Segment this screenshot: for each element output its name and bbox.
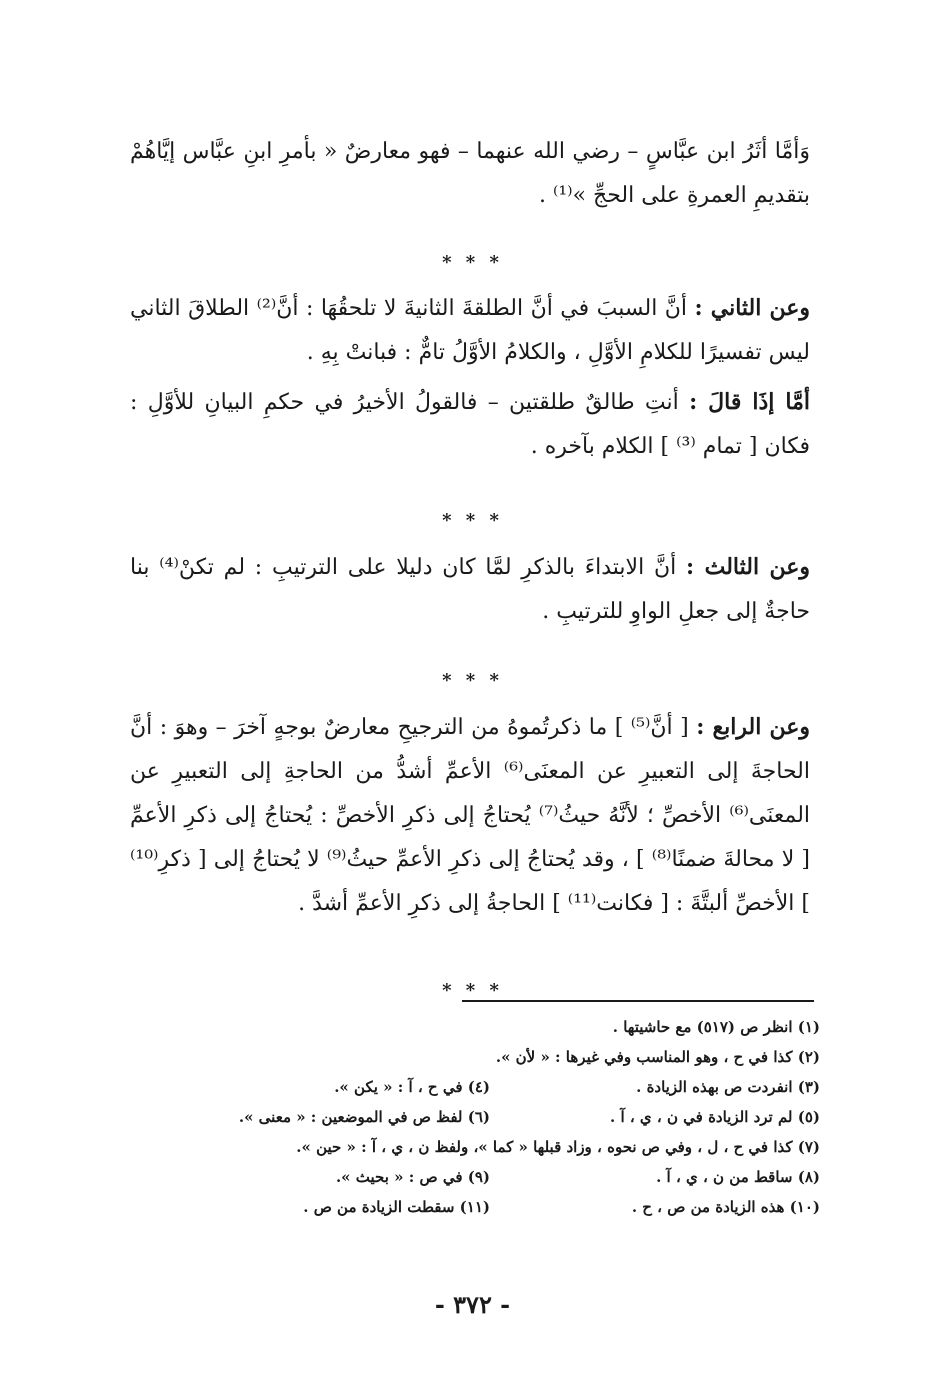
- footnote-3: (٣) انفردت ص بهذه الزيادة .: [636, 1078, 820, 1096]
- paragraph-text: وَأمَّا أثَرُ ابن عبَّاسٍ – رضي الله عنهما – فهو معارضٌ « بأمرِ ابنِ عبَّاس إيَّاهُمْ بتقديمِ العمرةِ على الحجِّ »⁽¹⁾ .: [130, 139, 810, 208]
- section-separator: * * *: [442, 980, 503, 1001]
- paragraph-body: أنتِ طالقٌ طلقتين – فالقولُ الأخيرُ في حكمِ البيانِ للأوَّلِ : فكان [ تمام ⁽³⁾ ] الكلام بآخره .: [130, 390, 810, 459]
- footnote-9: (٩) في ص : « بحيث ».: [335, 1168, 490, 1186]
- paragraph-body: أنَّ الابتداءَ بالذكرِ لمَّا كان دليلا على الترتيبِ : لم تكنْ⁽⁴⁾ بنا حاجةٌ إلى جعلِ الواوِ للترتيبِ .: [130, 555, 810, 624]
- section-separator: * * *: [442, 510, 503, 531]
- footnote-row: [200, 1132, 820, 1162]
- paragraph-second-answer: [130, 286, 810, 375]
- page-number: - ٣٧٢ -: [434, 1290, 511, 1319]
- section-separator: * * *: [442, 670, 503, 691]
- paragraph-body: [ أنَّ⁽⁵⁾ ] ما ذكرتُموهُ من الترجيحِ معارضٌ بوجهٍ آخرَ – وهوَ : أنَّ الحاجةَ إلى التعبيرِ عن المعنَى⁽⁶⁾ الأعمِّ أشدُّ من الحاجةِ إلى التعبيرِ عن المعنَى⁽⁶⁾ الأخصِّ ؛ لأنَّهُ حيثُ⁽⁷⁾ يُحتاجُ إلى ذكرِ الأخصِّ : يُحتاجُ إلى ذكرِ الأعمِّ [ لا محالةَ ضمنًا⁽⁸⁾ ] ، وقد يُحتاجُ إلى ذكرِ الأعمِّ حيثُ⁽⁹⁾ لا يُحتاجُ إلى [ ذكرِ⁽¹⁰⁾ ] الأخصِّ ألبتَّةَ : [ فكانت⁽¹¹⁾ ] الحاجةُ إلى ذكرِ الأعمِّ أشدَّ .: [130, 715, 811, 916]
- paragraph-lead: وعن الرابع :: [696, 714, 810, 740]
- footnote-11: (١١) سقطت الزيادة من ص .: [303, 1198, 490, 1216]
- paragraph-text: [130, 286, 810, 375]
- paragraph-ibn-abbas: [130, 130, 810, 218]
- paragraph-fourth-answer: [130, 705, 810, 926]
- footnote-row: [200, 1012, 820, 1042]
- paragraph-body: أنَّ السببَ في أنَّ الطلقةَ الثانيةَ لا تلحقُهَا : أنَّ⁽²⁾ الطلاقَ الثاني ليس تفسيرًا للكلامِ الأوَّلِ ، والكلامُ الأوَّلُ تامٌّ : فبانتْ بِهِ .: [130, 296, 810, 365]
- footnote-10: (١٠) هذه الزيادة من ص ، ح .: [631, 1198, 820, 1216]
- paragraph-lead: وعن الثاني :: [694, 295, 810, 321]
- footnote-2: (٢) كذا في ح ، وهو المناسب وفي غيرها : « لأن ».: [495, 1048, 820, 1066]
- footnote-divider: [462, 1000, 814, 1002]
- paragraph-two-divorces: [130, 380, 810, 469]
- paragraph-text: [130, 705, 810, 926]
- footnote-6: (٦) لفظ ص في الموضعين : « معنى ».: [238, 1108, 490, 1126]
- footnote-row: [200, 1042, 820, 1072]
- paragraph-third-answer: [130, 545, 810, 634]
- footnote-1: (١) انظر ص (٥١٧) مع حاشيتها .: [612, 1018, 820, 1036]
- footnote-row: [200, 1102, 820, 1132]
- section-separator: * * *: [442, 252, 503, 273]
- footnote-row: [200, 1072, 820, 1102]
- footnote-7: (٧) كذا في ح ، ل ، وفي ص نحوه ، وزاد قبلها « كما »، ولفظ ن ، ي ، آ : « حين ».: [296, 1138, 820, 1156]
- footnote-row: [200, 1162, 820, 1192]
- footnote-8: (٨) ساقط من ن ، ي ، آ .: [656, 1168, 820, 1186]
- footnotes: [200, 1012, 820, 1222]
- footnote-4: (٤) في ح ، آ : « يكن ».: [334, 1078, 490, 1096]
- paragraph-lead: وعن الثالث :: [686, 554, 810, 580]
- footnote-5: (٥) لم ترد الزيادة في ن ، ي ، آ .: [610, 1108, 820, 1126]
- footnote-row: [200, 1192, 820, 1222]
- paragraph-lead: أمَّا إذَا قالَ :: [689, 389, 810, 415]
- paragraph-text: [130, 380, 810, 469]
- paragraph-text: [130, 545, 810, 634]
